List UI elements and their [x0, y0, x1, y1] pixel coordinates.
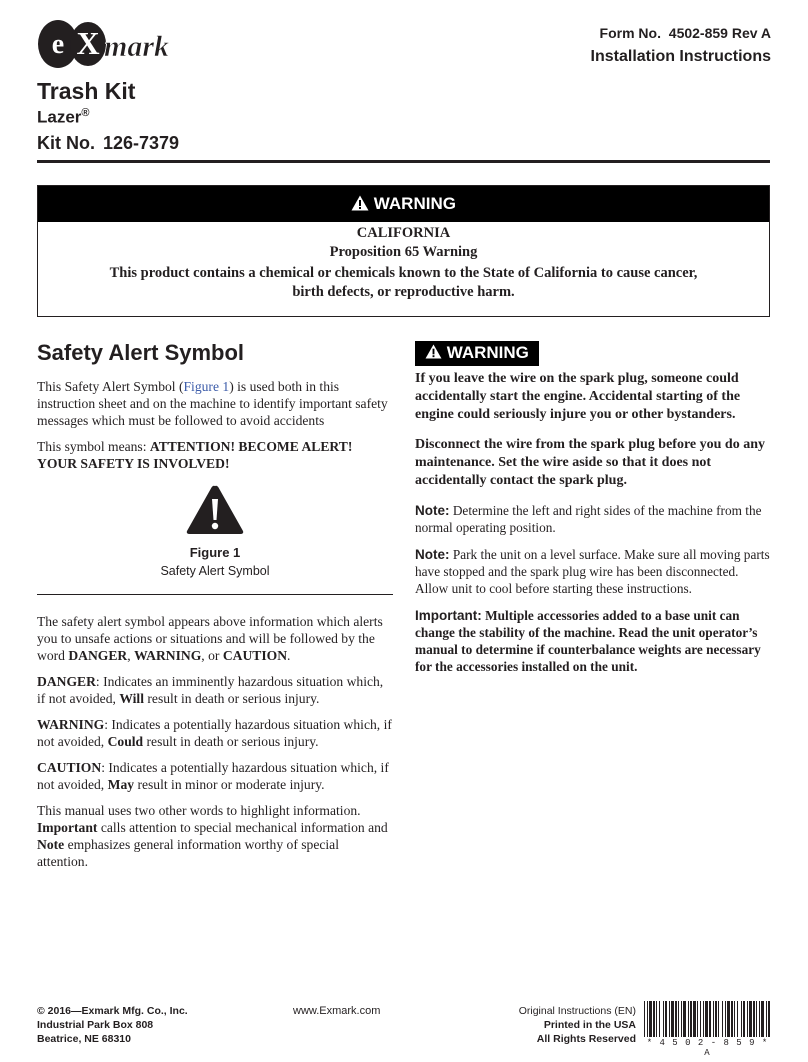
- words-intro: The safety alert symbol appears above information which alerts you to unsafe actions or situations and will be followed by the word: [37, 614, 383, 663]
- svg-text:e: e: [51, 29, 65, 60]
- danger-bold: Will: [119, 691, 144, 706]
- rights-reserved: All Rights Reserved: [536, 1033, 636, 1045]
- important-note: [415, 607, 771, 675]
- manual-text-2: calls attention to special mechanical information and: [97, 820, 388, 835]
- barcode-bar: [688, 1001, 689, 1037]
- address-line-2: Beatrice, NE 68310: [37, 1033, 131, 1045]
- manual-text-3: emphasizes general information worthy of special attention.: [37, 837, 339, 869]
- barcode-bar: [731, 1001, 733, 1037]
- svg-text:mark: mark: [104, 30, 170, 63]
- address-line-1: Industrial Park Box 808: [37, 1019, 154, 1031]
- barcode-bar: [734, 1001, 735, 1037]
- barcode-bar: [678, 1001, 679, 1037]
- barcode-bar: [743, 1001, 745, 1037]
- barcode-bar: [709, 1001, 711, 1037]
- period: .: [287, 648, 291, 663]
- barcode-bar: [766, 1001, 767, 1037]
- sep-2: , or: [201, 648, 223, 663]
- note-1: [415, 502, 771, 536]
- important-text: Multiple accessories added to a base unit can change the stability of the machine. Read the unit operator’s manual to determine if counterbalance weights are necessary for the accessories installed on the unit.: [415, 608, 761, 674]
- manual-note: Note: [37, 837, 65, 852]
- barcode-bar: [669, 1001, 670, 1037]
- barcode-bar: [647, 1001, 648, 1037]
- page-title: Trash Kit: [37, 78, 136, 104]
- warning-bold: Could: [107, 734, 144, 749]
- note-label: Note:: [415, 547, 450, 562]
- prop65-header: [38, 186, 769, 222]
- kit-number: [37, 133, 179, 154]
- figure-1-link[interactable]: Figure 1: [183, 379, 230, 394]
- warning-paragraph-1: If you leave the wire on the spark plug, someone could accidentally start the engine. Accidental starting of the engine could seriously injure you or other bystanders.: [415, 371, 741, 422]
- warning-section: [415, 340, 771, 685]
- caution-bold: May: [107, 777, 135, 792]
- manual-words: [37, 802, 393, 870]
- barcode-bar: [656, 1001, 657, 1037]
- barcode-bar: [741, 1001, 742, 1037]
- signal-words-intro: [37, 613, 393, 664]
- footer-address: [37, 1004, 188, 1046]
- word-danger: DANGER: [68, 648, 128, 663]
- warning-paragraph-2: Disconnect the wire from the spark plug before you do any maintenance. Set the wire aside so that it does not accidentally contact the spark plug.: [415, 437, 765, 488]
- svg-text:X: X: [76, 25, 100, 61]
- barcode-bar: [756, 1001, 757, 1037]
- manual-text-1: This manual uses two other words to highlight information.: [37, 803, 361, 818]
- note-2: [415, 546, 771, 597]
- warning-badge-label: WARNING: [446, 343, 529, 362]
- word-caution: CAUTION: [222, 648, 288, 663]
- section-divider: [37, 594, 393, 595]
- barcode-bar: [681, 1001, 682, 1037]
- prop65-proposition: Proposition 65 Warning: [329, 244, 478, 260]
- warning-triangle-icon: [425, 344, 442, 359]
- prop65-warning-box: [37, 185, 770, 317]
- prop65-warning-label: WARNING: [373, 194, 456, 213]
- caution-text-1: : Indicates a potentially hazardous situation which, if not avoided,: [37, 760, 389, 792]
- danger-term: DANGER: [37, 674, 96, 689]
- barcode-bar: [663, 1001, 664, 1037]
- barcode-bar: [722, 1001, 723, 1037]
- barcode-bar: [653, 1001, 655, 1037]
- note-label: Note:: [415, 503, 450, 518]
- barcode-bar: [683, 1001, 686, 1037]
- word-warning: WARNING: [134, 648, 202, 663]
- intro-before: This Safety Alert Symbol (: [37, 379, 184, 394]
- prop65-state: CALIFORNIA: [356, 225, 451, 241]
- warning-triangle-icon: [351, 195, 369, 211]
- barcode-bar: [671, 1001, 674, 1037]
- barcode-bar: [727, 1001, 730, 1037]
- product-label: Lazer: [37, 107, 82, 127]
- safety-alert-icon: [185, 484, 245, 536]
- sep-1: ,: [127, 648, 135, 663]
- kit-value: 126-7379: [103, 133, 180, 153]
- barcode-bar: [759, 1001, 760, 1037]
- registered-mark: ®: [81, 107, 90, 119]
- note-2-text: Park the unit on a level surface. Make sure all moving parts have stopped and the spark plug wire has been disconnected. Allow unit to cool before starting these instructions.: [415, 547, 770, 596]
- important-label: Important:: [415, 608, 482, 623]
- danger-definition: [37, 673, 393, 707]
- barcode-bar: [737, 1001, 738, 1037]
- caution-text-2: result in minor or moderate injury.: [134, 777, 325, 792]
- barcode-bar: [644, 1001, 645, 1037]
- barcode-bar: [768, 1001, 770, 1037]
- product-name: [37, 107, 90, 128]
- barcode-bar: [693, 1001, 696, 1037]
- figure-caption: Safety Alert Symbol: [160, 564, 270, 578]
- safety-intro: [37, 378, 393, 429]
- barcode-bar: [700, 1001, 701, 1037]
- warning-definition: [37, 716, 393, 750]
- figure-label: Figure 1: [189, 545, 241, 560]
- printed-in: Printed in the USA: [543, 1019, 636, 1031]
- barcode-bar: [659, 1001, 660, 1037]
- barcode-bar: [725, 1001, 726, 1037]
- note-1-text: Determine the left and right sides of the machine from the normal operating position.: [415, 503, 762, 535]
- form-label: Form No.: [599, 25, 661, 41]
- caution-definition: [37, 759, 393, 793]
- intro-after: ) is used both in this instruction sheet and on the machine to identify important safety messages which must be followed to avoid accidents: [37, 379, 388, 428]
- means-bold: ATTENTION! BECOME ALERT! YOUR SAFETY IS INVOLVED!: [37, 439, 353, 471]
- website-link[interactable]: www.Exmark.com: [293, 1005, 381, 1017]
- barcode-bar: [690, 1001, 692, 1037]
- barcode-bar: [705, 1001, 708, 1037]
- safety-heading: Safety Alert Symbol: [37, 340, 245, 365]
- barcode-bar: [747, 1001, 748, 1037]
- safety-section: [37, 340, 393, 879]
- barcode-bar: [713, 1001, 714, 1037]
- barcode-bar: [703, 1001, 704, 1037]
- means-prefix: This symbol means:: [37, 439, 150, 454]
- danger-text-1: : Indicates an imminently hazardous situation which, if not avoided,: [37, 674, 384, 706]
- barcode-bar: [697, 1001, 698, 1037]
- barcode-bar: [649, 1001, 652, 1037]
- prop65-text: This product contains a chemical or chemicals known to the State of California to cause cancer, birth defects, or reproductive harm.: [109, 265, 698, 300]
- barcode-bar: [761, 1001, 764, 1037]
- header-rule: [37, 160, 770, 163]
- caution-term: CAUTION: [37, 760, 102, 775]
- prop65-body: [38, 224, 769, 302]
- barcode-bar: [718, 1001, 719, 1037]
- danger-text-2: result in death or serious injury.: [144, 691, 320, 706]
- kit-label: Kit No.: [37, 133, 95, 153]
- warning-badge: [415, 341, 539, 366]
- doc-type: Installation Instructions: [590, 48, 771, 65]
- exmark-logo: [36, 16, 186, 72]
- warning-text-2: result in death or serious injury.: [143, 734, 319, 749]
- barcode-bar: [675, 1001, 677, 1037]
- footer-rights: [510, 1004, 636, 1046]
- manual-important: Important: [37, 820, 98, 835]
- symbol-meaning: [37, 438, 393, 472]
- barcode-bar: [715, 1001, 717, 1037]
- warning-term: WARNING: [37, 717, 105, 732]
- barcode-text: * 4 5 0 2 - 8 5 9 * A: [644, 1038, 771, 1058]
- form-value: 4502-859 Rev A: [668, 25, 771, 41]
- barcode-bar: [753, 1001, 755, 1037]
- warning-text-1: : Indicates a potentially hazardous situation which, if not avoided,: [37, 717, 392, 749]
- barcode-bar: [665, 1001, 667, 1037]
- copyright: © 2016—Exmark Mfg. Co., Inc.: [37, 1005, 188, 1017]
- form-number: [600, 25, 771, 41]
- figure-1: [37, 484, 393, 578]
- barcode-bar: [749, 1001, 752, 1037]
- original-instructions: Original Instructions (EN): [518, 1005, 636, 1017]
